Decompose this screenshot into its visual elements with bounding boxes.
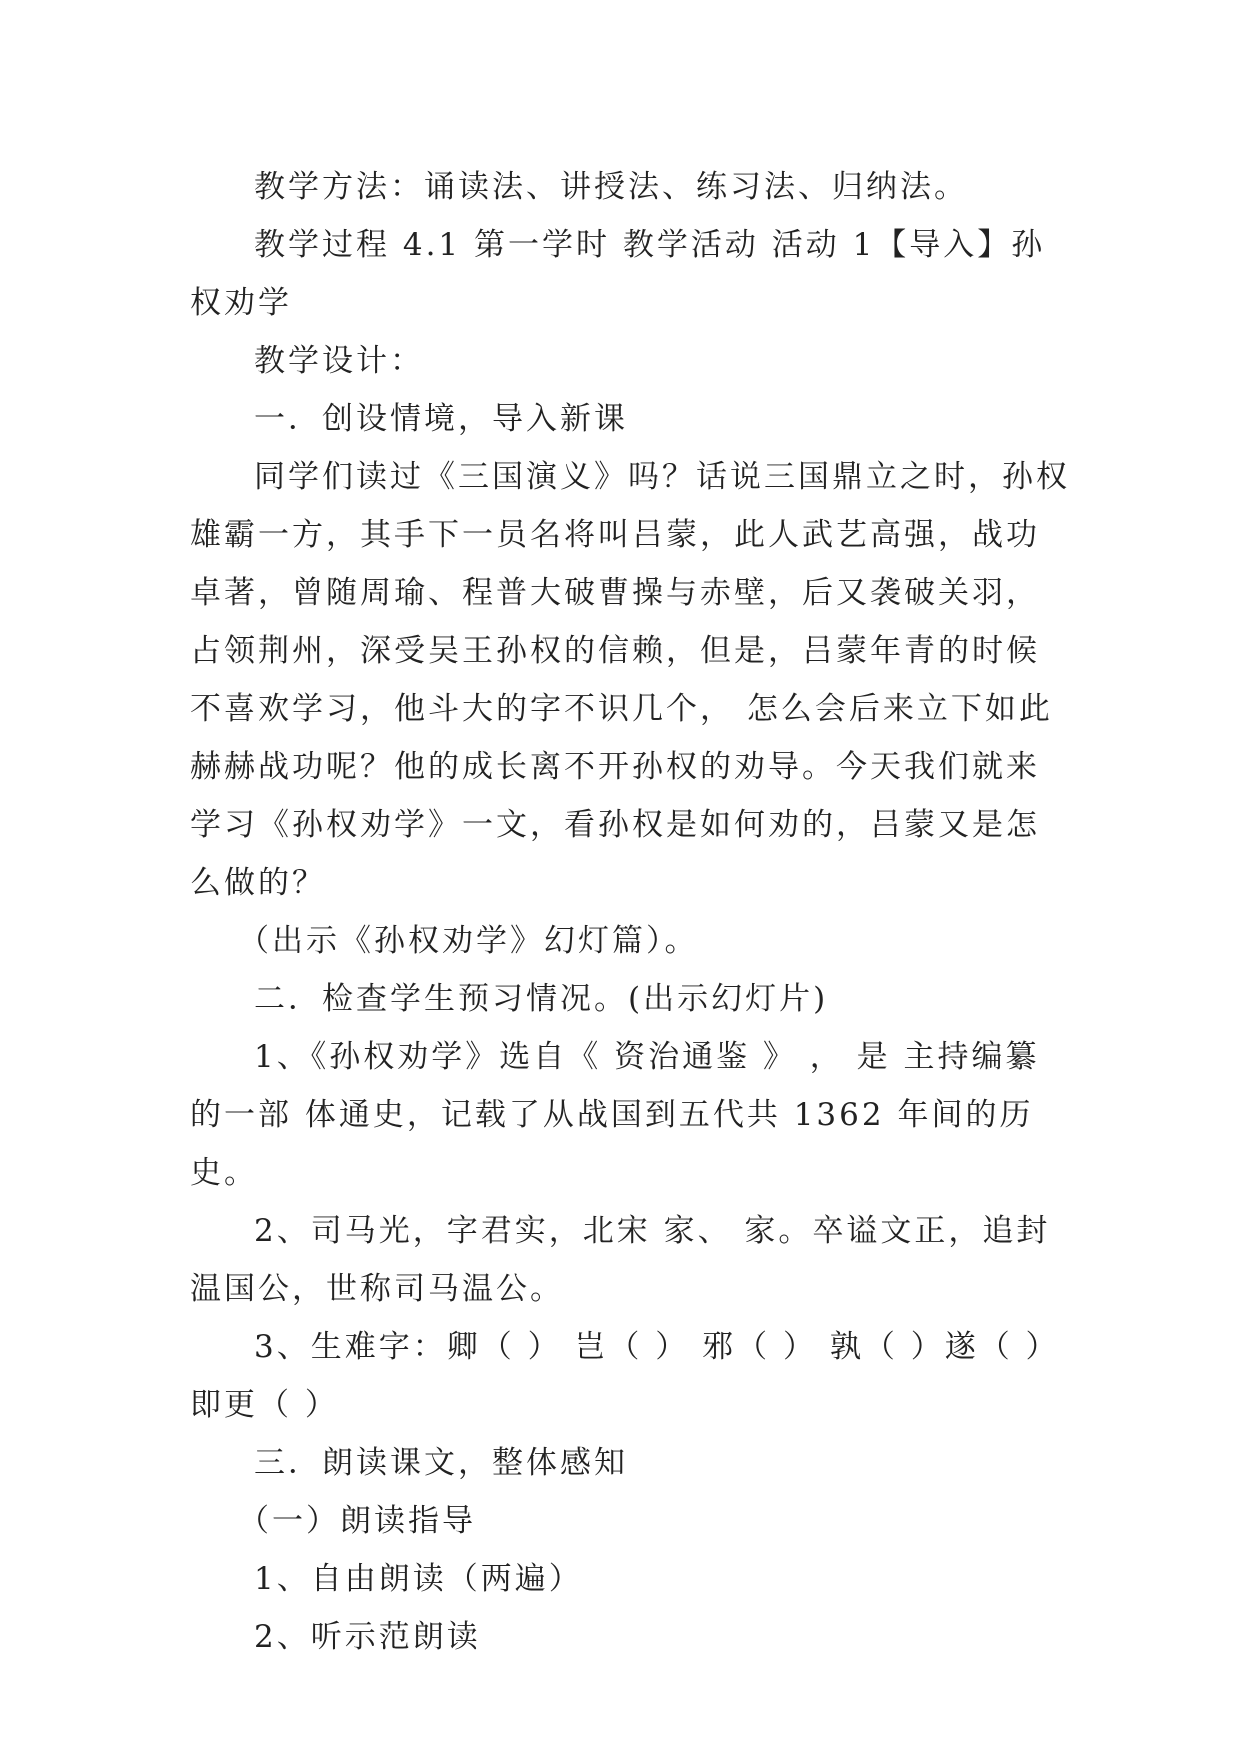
paragraph-teaching-design: 教学设计：: [254, 343, 424, 379]
list-item-free-reading: 1、自由朗读（两遍）: [254, 1561, 583, 1597]
heading-section-three: 三．朗读课文，整体感知: [254, 1445, 628, 1481]
document-body: [190, 158, 1070, 1666]
paragraph-show-slides: （出示《孙权劝学》幻灯篇）。: [238, 923, 699, 959]
paragraph-item-2: 2、司马光，字君实，北宋 家、 家。卒谥文正，追封温国公，世称司马温公。: [190, 1213, 1051, 1307]
paragraph-teaching-methods: 教学方法：诵读法、讲授法、练习法、归纳法。: [254, 169, 968, 205]
paragraph-teaching-process: 教学过程 4.1 第一学时 教学活动 活动 1【导入】孙权劝学: [190, 227, 1046, 321]
paragraph-item-1: 1、《孙权劝学》选自《 资治通鉴 》 ， 是 主持编纂的一部 体通史，记载了从战国到五代共 1362 年间的历史。: [190, 1039, 1040, 1191]
heading-section-one: 一．创设情境，导入新课: [254, 401, 628, 437]
paragraph-introduction: 同学们读过《三国演义》吗？话说三国鼎立之时，孙权雄霸一方，其手下一员名将叫吕蒙，此人武艺高强，战功卓著，曾随周瑜、程普大破曹操与赤壁，后又袭破关羽，占领荆州，深受吴王孙权的信赖，但是，吕蒙年青的时候不喜欢学习，他斗大的字不识几个， 怎么会后来立下如此赫赫战功呢？他的成长离不开孙权的劝导。今天我们就来学习《孙权劝学》一文，看孙权是如何劝的，吕蒙又是怎么做的？: [190, 459, 1070, 901]
heading-subsection-one: （一）朗读指导: [238, 1503, 476, 1539]
heading-section-two: 二．检查学生预习情况。(出示幻灯片): [254, 981, 829, 1017]
list-item-demo-reading: 2、听示范朗读: [254, 1619, 481, 1655]
paragraph-item-3: 3、生难字：卿（ ） 岂（ ） 邪（ ） 孰（ ）遂（ ）即更（ ）: [190, 1329, 1060, 1423]
